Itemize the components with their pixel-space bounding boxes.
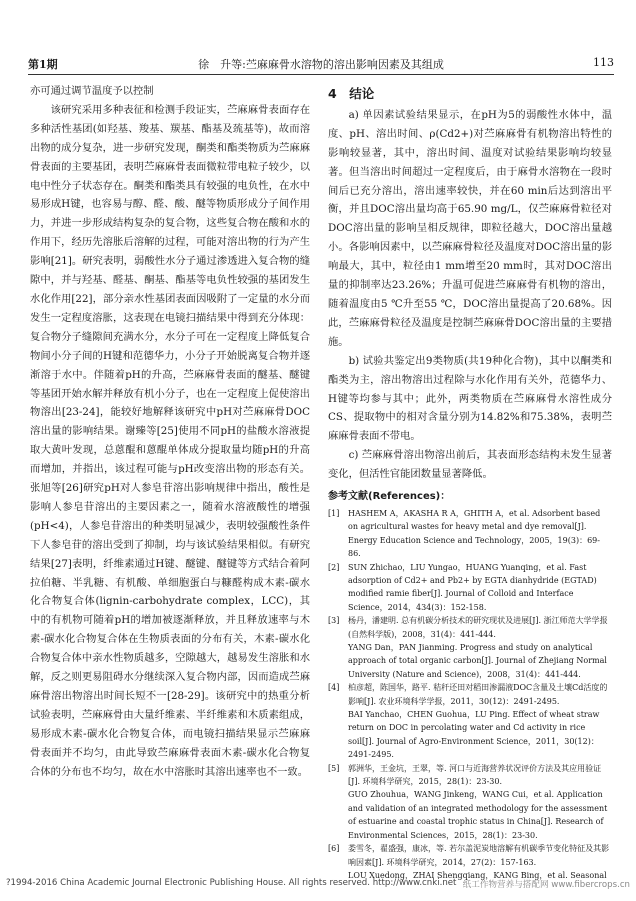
header-rule [28, 74, 614, 75]
page-number: 113 [593, 56, 614, 69]
reference-text: SUN Zhichao，LIU Yungao，HUANG Yuanqing，et al. Fast adsorption of Cd2+ and Pb2+ by EGTA dianhydride (EGTAD) modified ramie fiber[J]. Journal of Colloid and Interface Science，2014，434(3)：152-158. [348, 562, 597, 612]
reference-number: [2] [328, 562, 340, 572]
conclusion-a: a) 单因素试验结果显示，在pH为5的弱酸性水体中，温度、pH、溶出时间、ρ(Cd2+)对苎麻麻骨有机物溶出特性的影响较显著，其中，溶出时间、温度对试验结果影响均较显著。但当溶出时间超过一定程度后，由于麻骨水溶物在一段时间后已充分溶出，溶出速率较快，并在60 min后达到溶出平衡，并且DOC溶出量均高于65.90 mg/L，仅苎麻麻骨粒径对DOC溶出量的影响呈相反规律，即粒径越大，DOC溶出量越小。各影响因素中，以苎麻麻骨粒径及温度对DOC溶出量的影响最大，其中，粒径由1 mm增至20 mm时，其对DOC溶出量的抑制率达23.26%；升温可促进苎麻麻骨有机物的溶出，随着温度由5 ℃升至55 ℃，DOC溶出量提高了20.68%。因此，苎麻麻骨粒径及温度是控制苎麻麻骨DOC溶出量的主要措施。 [328, 108, 612, 348]
reference-item [328, 788, 612, 842]
reference-number [328, 788, 348, 842]
reference-text: HASHEM A，AKASHA R A，GHITH A，et al. Adsorbent based on agricultural wastes for heavy metal and dye removal[J]. Energy Education Science and Technology，2005，19(3)：69-86. [348, 508, 601, 559]
reference-item [328, 507, 612, 561]
body-paragraph: 亦可通过调节温度予以控制 [30, 85, 154, 97]
watermark: 纸工作物营养与搭配网 www.fibercrops.cn [462, 880, 630, 890]
reference-text: GUO Zhouhua，WANG Jinkeng，WANG Cui，et al. Application and validation of an integrated methodology for the assessment of estuarine and coastal trophic status in China[J]. Research of Environmental Sciences，2015，28(1)：23-30. [348, 790, 608, 840]
reference-text: 娄雪冬，翟盛强，康冰，等. 若尔盖泥炭地溶解有机碳季节变化特征及其影响因素[J]. 环境科学研究，2014，27(2)：157-163. [348, 844, 610, 867]
reference-text: YANG Dan，PAN Jianming. Progress and study on analytical approach of total organic carbon[J]. Journal of Zhejiang Normal University (Nature and Science)，2008，31(4)：441-444. [348, 643, 607, 679]
left-column [30, 82, 310, 782]
body-paragraph: 该研究采用多种表征和检测手段证实，苎麻麻骨表面存在多种活性基团(如羟基、羧基、羰基、酯基及巯基等)，故而溶出物的成分复杂，进一步研究发现，酮类和酯类物质为苎麻麻骨表面的主要基团，表明苎麻麻骨表面微粒带电粒子较少，以电中性分子状态存在。酮类和酯类具有较强的电负性，在水中易形成H键，也容易与醇、醛、酸、醚等物质形成分子间作用力，并进一步形成结构复杂的复合物，这些复合物在酸和水的作用下，经历先溶胀后溶解的过程，可能对溶出物的行为产生影响[21]。研究表明，弱酸性水分子通过渗透进入复合物的缝隙中，并与羟基、醛基、酮基、酯基等电负性较强的基团发生水化作用[22]，部分亲水性基团表面因吸附了一定量的水分而发生一定程度溶胀，这表现在电镜扫描结果中得到充分体现：复合物分子缝隙间充满水分，水分子可在一定程度上降低复合物间小分子间的H键和范德华力，小分子开始脱离复合物并逐渐溶于水中。伴随着pH的升高，苎麻麻骨表面的醚基、醚键等基团开始水解并释放有机小分子，也在一定程度上促使溶出物溶出[23-24]，能较好地解释该研究中pH对苎麻麻骨DOC溶出量的影响结果。谢臻等[25]使用不同pH的盐酸水溶液提取大黄叶发现，总蒽醌和蒽醌单体成分提取量均随pH的升高而增加，并指出，该过程可能与pH改变溶出物的形态有关。张旭等[26]研究pH对人参皂苷溶出影响规律中指出，酸性是影响人参皂苷溶出的主要因素之一，随着水溶液酸性的增强(pH<4)，人参皂苷溶出的种类明显减少，表明较强酸性条件下人参皂苷的溶出受到了抑制，均与该试验结果相似。有研究结果[27]表明，纤维素通过H键、醚键、醚键等方式结合着阿拉伯糖、半乳糖、有机酸、单细胞蛋白与糠醛构成木素-碳水化合物复合体(lignin-carbohydrate complex，LCC)，其中的有机物可随着pH的增加被逐渐释放，并且释放速率与木素-碳水化合物复合体在生物质表面的分布有关，木素-碳水化合物复合体中亲水性物质越多，空隙越大，越易发生溶胀和水解，反之则更易阻碍水分继续深入复合物内部，因而造成苎麻麻骨溶出物溶出时间长短不一[28-29]。该研究中的热重分析试验表明，苎麻麻骨由大量纤维素、半纤维素和木质素组成，易形成木素-碳水化合物复合体，而电镜扫描结果显示苎麻麻骨表面并不均匀，由此导致苎麻麻骨表面木素-碳水化合物复合体的分布也不均匀，故在水中溶胀时其溶出速率也不一致。 [30, 103, 310, 778]
reference-number [328, 641, 348, 681]
reference-item [328, 561, 612, 615]
footer-url[interactable]: http://www.cnki.net [372, 878, 457, 888]
right-column [328, 82, 612, 882]
conclusion-b: b) 试验共鉴定出9类物质(共19种化合物)，其中以酮类和酯类为主，溶出物溶出过程除与水化作用有关外，范德华力、H键等均参与其中；此外，两类物质在苎麻麻骨水溶性成分CS、提取物中的相对含量分别为14.82%和75.38%，表明苎麻麻骨表面不带电。 [328, 354, 612, 443]
reference-item [328, 641, 612, 681]
reference-list [328, 507, 612, 882]
reference-item [328, 614, 612, 641]
reference-number: [6] [328, 844, 340, 854]
reference-number: [4] [328, 683, 340, 693]
reference-item [328, 708, 612, 762]
reference-text: 杨丹，潘建明. 总有机碳分析技术的研究现状及进展[J]. 浙江师范大学学报(自然科学版)，2008，31(4)：441-444. [348, 616, 608, 639]
section-title: 4 结论 [328, 86, 375, 101]
reference-text: 柏彦超，陈国华，路平. 秸秆还田对稻田渗漏液DOC含量及土壤Cd活度的影响[J]. 农业环境科学学报，2011，30(12)：2491-2495. [348, 683, 608, 706]
issue-label: 第1期 [28, 58, 58, 71]
reference-text: BAI Yanchao，CHEN Guohua，LU Ping. Effect of wheat straw return on DOC in percolating water and Cd activity in rice soil[J]. Journal of Agro-Environment Science，2011，30(12)：2491-2495. [348, 710, 600, 760]
page-footer [6, 878, 630, 888]
reference-item [328, 762, 612, 789]
reference-item [328, 681, 612, 708]
reference-number: [5] [328, 763, 340, 773]
reference-item [328, 842, 612, 869]
reference-number: [1] [328, 508, 340, 518]
references-title: 参考文献(References)： [328, 491, 451, 503]
reference-number: [3] [328, 616, 340, 626]
reference-text: LOU Xuedong，ZHAI Shengqiang，KANG Bing，et al. Seasonal [348, 870, 607, 880]
copyright-notice: ?1994-2016 China Academic Journal Electronic Publishing House. All rights reserved. [6, 878, 370, 888]
reference-text: 郭洲华，王金坑，王翠，等. 河口与近海营养状况评价方法及其应用验证[J]. 环境科学研究，2015，28(1)：23-30. [348, 763, 602, 787]
running-title: 徐 升等:苎麻麻骨水溶物的溶出影响因素及其组成 [198, 58, 444, 71]
running-header [28, 54, 614, 72]
reference-number [328, 708, 348, 762]
conclusion-c: c) 苎麻麻骨溶出物溶出前后，其表面形态结构未发生显著变化，但活性官能团数量显著降低。 [328, 449, 612, 481]
